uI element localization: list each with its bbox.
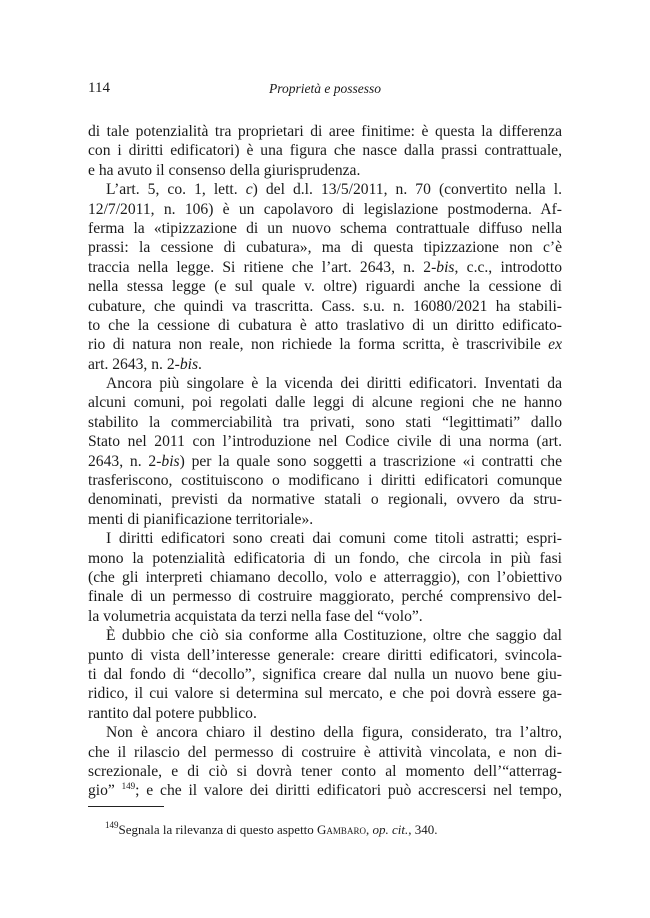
footnote-marker: 149 (121, 781, 136, 792)
text-segment: rio di natura non reale, non richiede la forma scritta, è trascrivibile (88, 336, 549, 354)
text-segment: gio” (88, 782, 122, 800)
text-segment: screzionale, e di ciò si dovrà tener conto al momento dell’“atterrag- (88, 762, 562, 780)
paragraph (88, 626, 562, 723)
text-segment: con i diritti edificatori) è una figura che nasce dalla prassi contrattuale, (88, 142, 562, 160)
text-segment: to che la cessione di cubatura è atto traslativo di un diritto edificato- (88, 316, 562, 334)
text-segment: che il rilascio del permesso di costruire è attività vincolata, e non di- (88, 743, 562, 761)
text-line (88, 277, 562, 296)
text-line (88, 122, 562, 141)
text-segment: I diritti edificatori sono creati dai comuni come titoli astratti; espri- (106, 530, 562, 548)
text-segment: . (198, 355, 202, 373)
text-segment: rantito dal potere pubblico. (88, 704, 257, 722)
italic-text: bis (179, 355, 199, 373)
text-line (88, 743, 562, 762)
paragraph (88, 180, 562, 374)
text-segment: nella stessa legge (e sul quale v. oltre) riguardi anche la cessione di (88, 278, 562, 296)
running-title: Proprietà e possesso (269, 81, 381, 96)
text-segment: Stato nel 2011 con l’introduzione nel Codice civile di una norma (art. (88, 433, 562, 451)
text-segment: È dubbio che ciò sia conforme alla Costituzione, oltre che saggio dal (106, 627, 562, 645)
text-line (88, 568, 562, 587)
paragraph (88, 374, 562, 529)
text-line (88, 549, 562, 568)
footnote-text: Segnala la rilevanza di questo aspetto (118, 822, 318, 837)
text-segment: menti di pianificazione territoriale». (88, 510, 314, 528)
text-segment: ) del d.l. 13/5/2011, n. 70 (convertito nella l. (252, 181, 562, 199)
text-segment: ; e che il valore dei diritti edificatori può accrescersi nel tempo, (135, 782, 562, 800)
text-line (88, 355, 562, 374)
text-line (88, 180, 562, 199)
text-line (88, 684, 562, 703)
text-segment: 2643, n. 2- (88, 452, 162, 470)
text-line (88, 432, 562, 451)
text-line (88, 374, 562, 393)
text-segment: Non è ancora chiaro il destino della figura, considerato, tra l’altro, (106, 724, 562, 742)
text-line (88, 626, 562, 645)
italic-text: c (245, 181, 253, 199)
text-segment: la volumetria acquistata da terzi nella fase del “volo”. (88, 607, 423, 625)
footnote-rule (88, 806, 164, 807)
text-segment: finale di un permesso di costruire maggiorato, perché comprensivo del- (88, 588, 562, 606)
italic-text: bis (436, 258, 455, 276)
text-segment: ) per la quale sono soggetti a trascrizione «i contratti che (179, 452, 562, 470)
text-segment: punto di vista dell’interesse generale: creare diritti edificatori, svincola- (88, 646, 562, 664)
paragraph (88, 122, 562, 180)
page-number: 114 (88, 80, 110, 96)
paragraph (88, 723, 562, 801)
text-line (88, 510, 562, 529)
text-line (88, 704, 562, 723)
text-segment: ti dal fondo di “decollo”, significa creare dal nulla un nuovo bene giu- (88, 665, 562, 683)
text-segment: (che gli interpreti chiamano decollo, volo e atterraggio), con l’obiettivo (88, 568, 562, 586)
text-segment: 12/7/2011, n. 106) è un capolavoro di legislazione postmoderna. Af- (88, 200, 562, 218)
text-segment: cubature, che quindi va trascritta. Cass. s.u. n. 16080/2021 ha stabili- (88, 297, 562, 315)
text-line (88, 587, 562, 606)
text-segment: e ha avuto il consenso della giurisprudenza. (88, 161, 361, 179)
text-segment: ferma la «tipizzazione di un nuovo schema contrattuale diffuso nella (88, 219, 562, 237)
text-line (88, 335, 562, 354)
footnote-separator: , (365, 822, 373, 837)
text-line (88, 646, 562, 665)
text-line (88, 393, 562, 412)
text-line (88, 200, 562, 219)
text-segment: alcuni comuni, poi regolati dalle leggi di alcune regioni che ne hanno (88, 394, 562, 412)
text-line (88, 452, 562, 471)
paragraph (88, 529, 562, 626)
footnote-number: 149 (105, 820, 119, 830)
text-line (88, 781, 562, 800)
text-segment: stabilito la commerciabilità tra privati, sono stati “legittimati” dallo (88, 413, 562, 431)
text-line (88, 161, 562, 180)
text-line (88, 529, 562, 548)
text-segment: traccia nella legge. Si ritiene che l’art. 2643, n. 2- (88, 258, 437, 276)
text-line (88, 219, 562, 238)
text-line (88, 238, 562, 257)
footnote (105, 822, 437, 838)
text-line (88, 762, 562, 781)
text-segment: L’art. 5, co. 1, lett. (106, 181, 246, 199)
text-line (88, 607, 562, 626)
text-line (88, 258, 562, 277)
text-segment: trasferiscono, costituiscono o modificano i diritti edificatori comunque (88, 472, 562, 490)
text-line (88, 490, 562, 509)
italic-text: ex (548, 336, 562, 354)
text-segment: denominati, previsti da normative statali o regionali, ovvero da stru- (88, 491, 562, 509)
text-segment: art. 2643, n. 2- (88, 355, 180, 373)
text-segment: di tale potenzialità tra proprietari di aree finitime: è questa la differenza (88, 123, 562, 140)
text-line (88, 316, 562, 335)
text-line (88, 297, 562, 316)
text-line (88, 471, 562, 490)
text-line (88, 413, 562, 432)
text-segment: prassi: la cessione di cubatura», ma di questa tipizzazione non c’è (88, 239, 562, 257)
text-line (88, 723, 562, 742)
italic-text: bis (161, 452, 180, 470)
text-segment: mono la potenzialità edificatoria di un fondo, che circola in più fasi (88, 549, 562, 567)
footnote-author: Gambaro (317, 822, 366, 837)
text-line (88, 141, 562, 160)
text-segment: Ancora più singolare è la vicenda dei diritti edificatori. Inventati da (106, 375, 562, 393)
footnote-reference: op. cit. (372, 822, 409, 837)
text-segment: ridico, il cui valore si determina sul mercato, e che poi dovrà essere ga- (88, 685, 562, 703)
text-line (88, 665, 562, 684)
text-segment: , c.c., introdotto (454, 258, 562, 276)
footnote-page: , 340. (408, 822, 438, 837)
body-text (88, 122, 562, 801)
